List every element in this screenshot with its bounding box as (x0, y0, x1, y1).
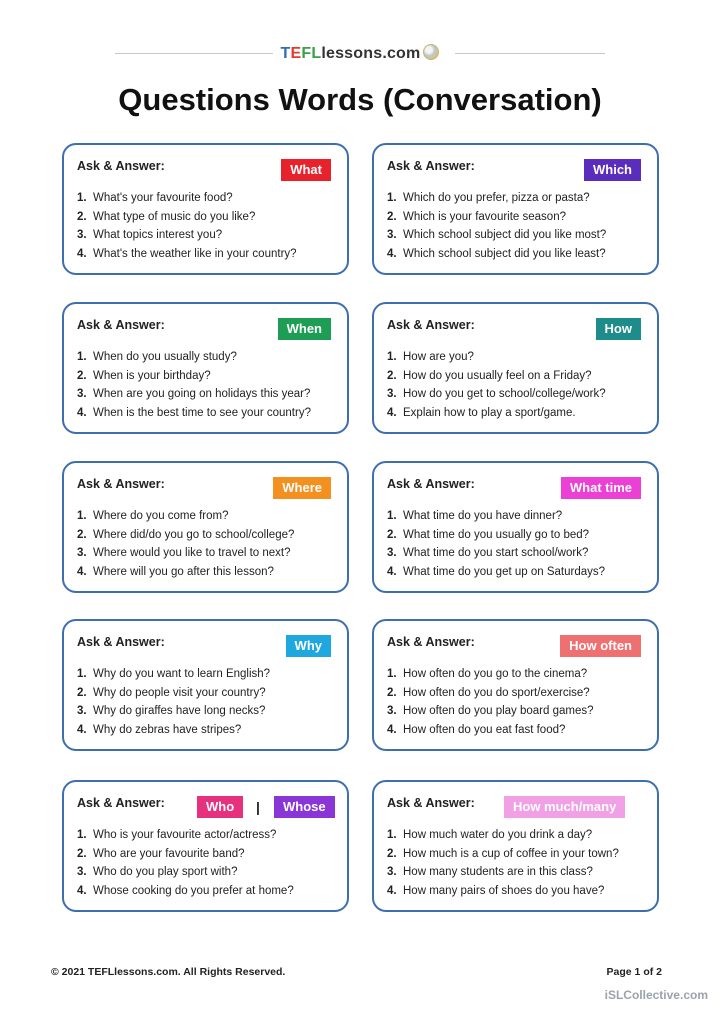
question-item: What's your favourite food? (93, 192, 233, 204)
question-item: When do you usually study? (93, 351, 237, 363)
ask-answer-label: Ask & Answer: (387, 159, 475, 173)
question-item: When is the best time to see your country? (93, 407, 311, 420)
question-word-tag: Whose (274, 796, 335, 818)
question-item: What time do you start school/work? (403, 547, 589, 560)
footer-page-number: Page 1 of 2 (606, 966, 662, 978)
brand-lessons-text: lessons.com (321, 45, 421, 62)
question-word-tag: When (278, 318, 331, 340)
question-item: Which school subject did you like least? (403, 248, 606, 261)
question-word-tag: How much/many (504, 796, 625, 818)
question-list (387, 665, 594, 740)
question-item: Why do you want to learn English? (93, 668, 271, 680)
question-word-tag: Which (584, 159, 641, 181)
question-item: How much is a cup of coffee in your town? (403, 847, 619, 860)
question-item: Who is your favourite actor/actress? (93, 829, 277, 841)
question-list (77, 189, 297, 264)
globe-icon (423, 44, 439, 60)
brand-letter-e: E (290, 45, 302, 62)
ask-answer-label: Ask & Answer: (77, 796, 165, 810)
question-item: How do you usually feel on a Friday? (403, 369, 592, 382)
ask-answer-label: Ask & Answer: (387, 318, 475, 332)
question-card (372, 302, 659, 434)
ask-answer-label: Ask & Answer: (77, 318, 165, 332)
brand-letters-fl: FL (301, 45, 322, 62)
question-word-tag: What time (561, 477, 641, 499)
question-item: Where would you like to travel to next? (93, 547, 291, 560)
footer-copyright: © 2021 TEFLlessons.com. All Rights Reserved. (51, 966, 286, 978)
question-item: What time do you get up on Saturdays? (403, 566, 606, 579)
question-list (387, 189, 606, 264)
question-item: What time do you have dinner? (403, 510, 563, 522)
question-item: Why do zebras have stripes? (93, 724, 242, 737)
question-item: What topics interest you? (93, 229, 223, 242)
question-item: How do you get to school/college/work? (403, 388, 606, 401)
question-item: Explain how to play a sport/game. (403, 407, 576, 420)
question-item: Who are your favourite band? (93, 847, 245, 860)
question-card (372, 143, 659, 275)
question-item: How many students are in this class? (403, 866, 593, 879)
tag-separator: | (256, 799, 260, 815)
question-word-tag: How often (560, 635, 641, 657)
question-card (62, 143, 349, 275)
question-item: When is your birthday? (93, 369, 211, 382)
ask-answer-label: Ask & Answer: (77, 159, 165, 173)
question-item: What type of music do you like? (93, 210, 256, 223)
ask-answer-label: Ask & Answer: (387, 796, 475, 810)
question-list (77, 507, 294, 582)
question-list (77, 826, 294, 901)
question-card (62, 619, 349, 751)
ask-answer-label: Ask & Answer: (77, 635, 165, 649)
page-title: Questions Words (Conversation) (118, 82, 602, 117)
question-item: Why do giraffes have long necks? (93, 705, 266, 718)
question-item: How much water do you drink a day? (403, 829, 593, 841)
question-card (372, 619, 659, 751)
question-item: How often do you play board games? (403, 705, 594, 718)
question-item: Where will you go after this lesson? (93, 566, 274, 579)
question-word-tag: How (596, 318, 641, 340)
question-item: What time do you usually go to bed? (403, 528, 590, 541)
question-card (372, 780, 659, 912)
question-word-tag: What (281, 159, 331, 181)
question-list (77, 348, 311, 423)
question-item: How many pairs of shoes do you have? (403, 885, 605, 898)
brand-letter-t: T (280, 45, 291, 62)
watermark: iSLCollective.com (604, 988, 708, 1002)
question-item: Where did/do you go to school/college? (93, 528, 295, 541)
question-list (77, 665, 270, 740)
question-item: Who do you play sport with? (93, 866, 238, 879)
question-card (62, 302, 349, 434)
question-card (62, 461, 349, 593)
question-card (62, 780, 349, 912)
question-item: How often do you eat fast food? (403, 724, 566, 737)
question-item: Whose cooking do you prefer at home? (93, 885, 294, 898)
question-item: How often do you go to the cinema? (403, 668, 588, 680)
question-item: How often do you do sport/exercise? (403, 686, 590, 699)
question-word-tag: Who (197, 796, 243, 818)
question-list (387, 348, 606, 423)
question-word-tag: Why (286, 635, 331, 657)
question-item: Why do people visit your country? (93, 686, 266, 699)
question-list (387, 507, 605, 582)
question-item: Which do you prefer, pizza or pasta? (403, 192, 590, 204)
question-item: Which school subject did you like most? (403, 229, 607, 242)
question-list (387, 826, 619, 901)
question-item: When are you going on holidays this year? (93, 388, 311, 401)
question-item: Where do you come from? (93, 510, 229, 522)
question-word-tag: Where (273, 477, 331, 499)
question-item: Which is your favourite season? (403, 210, 566, 223)
brand-logo (0, 44, 720, 64)
ask-answer-label: Ask & Answer: (387, 635, 475, 649)
question-card (372, 461, 659, 593)
ask-answer-label: Ask & Answer: (77, 477, 165, 491)
question-item: What's the weather like in your country? (93, 248, 297, 261)
ask-answer-label: Ask & Answer: (387, 477, 475, 491)
question-item: How are you? (403, 351, 474, 363)
